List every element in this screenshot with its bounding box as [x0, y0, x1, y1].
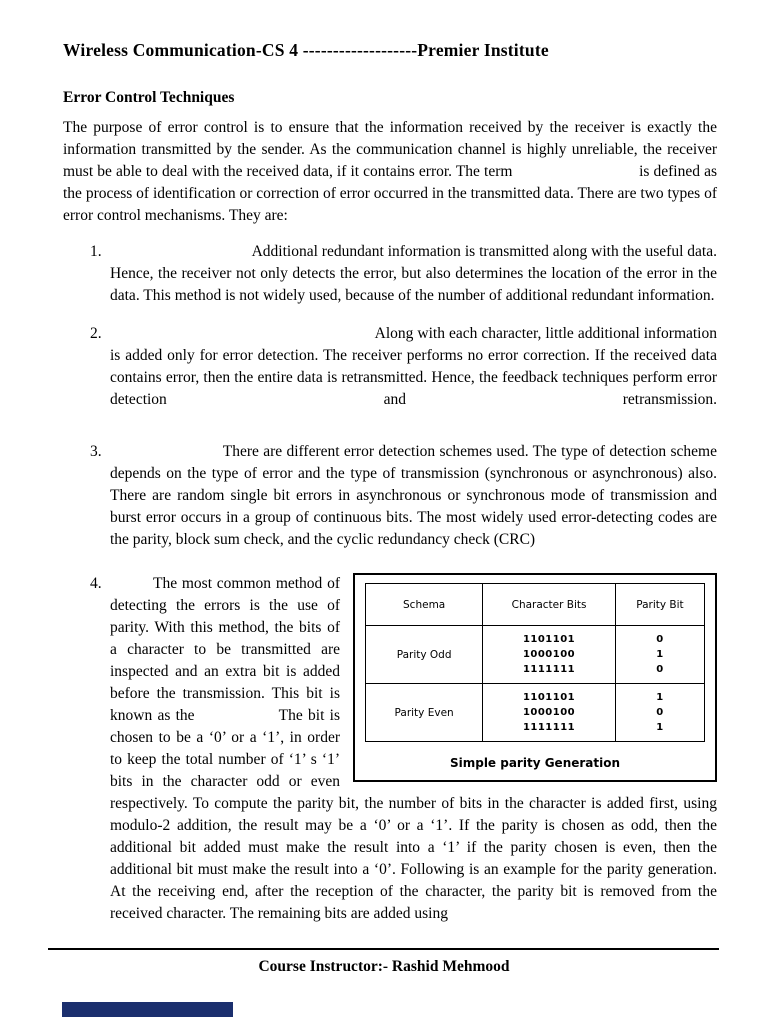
- schema-label-odd: Parity Odd: [366, 626, 483, 684]
- parity-value: 1: [656, 692, 664, 703]
- section-heading: Error Control Techniques: [63, 89, 235, 106]
- parity-value: 0: [656, 634, 664, 645]
- col-header-character-bits: Character Bits: [483, 584, 616, 626]
- bits-value: 1000100: [522, 707, 576, 718]
- character-bits-odd: [483, 626, 616, 684]
- list-item-1: [90, 241, 717, 307]
- intro-paragraph: The purpose of error control is to ensure that the information received by the receiver is exactly the information transmitted by the sender. As the communication channel is highly unreliable, the receiver must be able to deal with the received data, if it contains error. The term is defined as the process of identification or correction of error occurred in the transmitted data. There are two types of error control mechanisms. They are:: [63, 119, 717, 224]
- list-number-1: 1.: [90, 243, 102, 260]
- parity-value: 1: [656, 722, 664, 733]
- bits-value: 1111111: [522, 722, 576, 733]
- col-header-schema: Schema: [366, 584, 483, 626]
- table-row-parity-even: [366, 684, 705, 742]
- footer-divider: [48, 948, 719, 950]
- list-item-4-content: [110, 573, 717, 925]
- bits-value: 1101101: [522, 692, 576, 703]
- bits-value: 1101101: [522, 634, 576, 645]
- list-item-4-text: The most common method of detecting the errors is the use of parity. With this method, the bits of a character to be transmitted are inspected and an extra bit is added before the transmission. This bit is known as the The bit is chosen to be a ‘0’ or a ‘1’, in order to keep the total number of ‘1’ s ‘1’ bits in the character odd or even respectively. To compute the parity bit, the number of bits in the character is added first, using modulo-2 addition, the result may be a ‘0’ or a ‘1’. If the parity is chosen as odd, then the additional bit added must make the result into a ‘1’ if the parity chosen is even, then the additional bit must make the result into a ‘0’. Following is an example for the parity generation. At the receiving end, after the reception of the character, the parity bit is removed from the received character. The remaining bits are added using: [110, 575, 717, 922]
- table-row-parity-odd: [366, 626, 705, 684]
- parity-value: 0: [656, 707, 664, 718]
- list-item-1-text: Additional redundant information is transmitted along with the useful data. Hence, the receiver not only detects the error, but also determines the location of the error in the data. This method is not widely used, because of the number of additional redundant information.: [110, 243, 717, 304]
- character-bits-even: [483, 684, 616, 742]
- col-header-parity-bit: Parity Bit: [615, 584, 704, 626]
- parity-value: 1: [656, 649, 664, 660]
- list-item-2-text: Along with each character, little additional information is added only for error detection. The receiver performs no error correction. If the received data contains error, then the entire data is retransmitted. Hence, the feedback techniques perform error detection and retransmission.: [110, 325, 717, 408]
- schema-label-even: Parity Even: [366, 684, 483, 742]
- footer-instructor: Course Instructor:- Rashid Mehmood: [258, 958, 510, 975]
- list-number-4: 4.: [90, 575, 102, 592]
- list-number-2: 2.: [90, 325, 102, 342]
- bits-value: 1111111: [522, 664, 576, 675]
- parity-value: 0: [656, 664, 664, 675]
- numbered-list: [63, 241, 717, 925]
- parity-bits-odd: [615, 626, 704, 684]
- table-header-row: [366, 584, 705, 626]
- parity-table-figure: [353, 573, 717, 782]
- bits-value: 1000100: [522, 649, 576, 660]
- list-item-3-text: There are different error detection schemes used. The type of detection scheme depends on the type of error and the type of transmission (synchronous or asynchronous) also. There are random single bit errors in asynchronous or synchronous mode of transmission and burst error occurs in a group of continuous bits. The most widely used error-detecting codes are the parity, block sum check, and the cyclic redundancy check (CRC): [110, 443, 717, 548]
- scan-artifact-box: [62, 1002, 233, 1017]
- parity-bits-even: [615, 684, 704, 742]
- list-item-4: [90, 573, 717, 925]
- table-caption: Simple parity Generation: [449, 756, 621, 770]
- parity-table: [365, 583, 705, 742]
- list-item-3: [90, 441, 717, 551]
- document-title: Wireless Communication-CS 4 -------------------Premier Institute: [63, 40, 549, 60]
- list-item-2: [90, 323, 717, 411]
- list-number-3: 3.: [90, 443, 102, 460]
